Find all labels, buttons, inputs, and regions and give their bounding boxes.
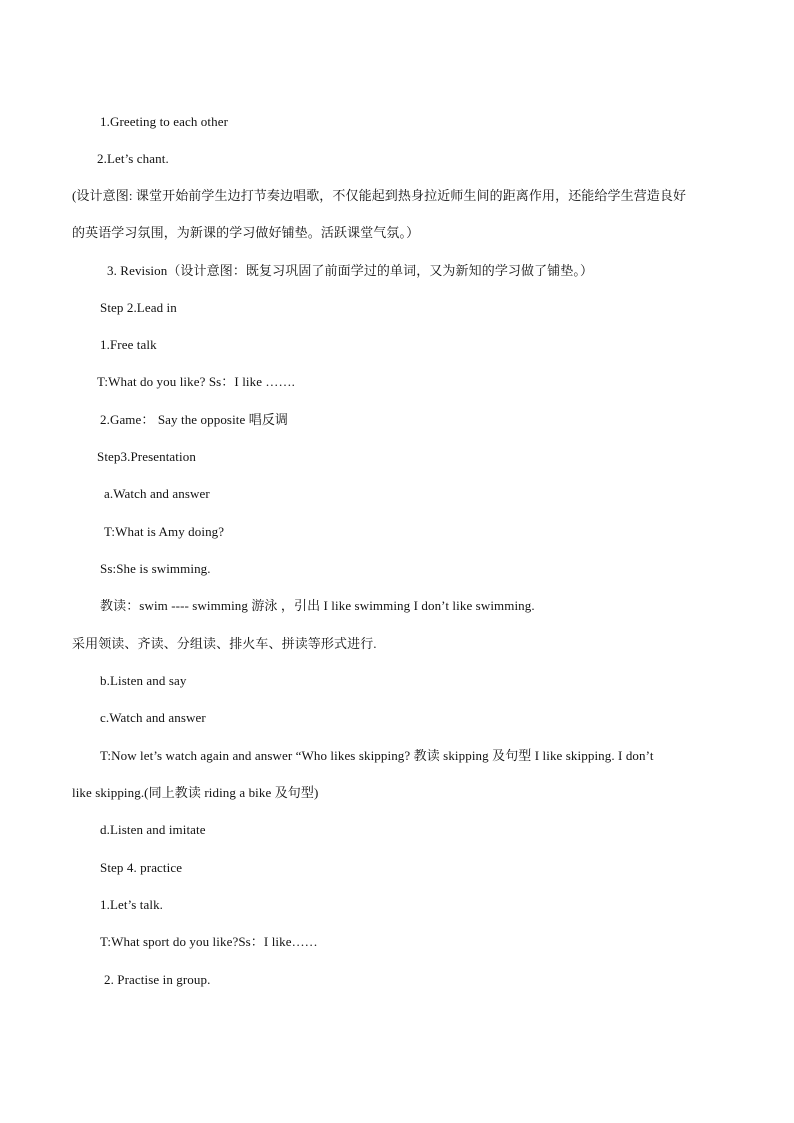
step3-heading: Step3.Presentation [97,449,196,464]
chant-line: 2.Let’s chant. [97,151,169,166]
listen-imitate-line: d.Listen and imitate [100,822,206,837]
listen-say-line: b.Listen and say [100,673,187,688]
skipping-continued-line: like skipping.(同上教读 riding a bike 及句型) [72,785,319,800]
game-line: 2.Game： Say the opposite 唱反调 [100,412,289,427]
step2-heading: Step 2.Lead in [100,300,177,315]
sport-dialogue-line: T:What sport do you like?Ss：I like…… [100,934,318,949]
design-intent-line-1: (设计意图: 课堂开始前学生边打节奏边唱歌，不仅能起到热身拉近师生间的距离作用，还能给学生营造良好 [72,188,687,203]
skipping-question-line: T:Now let’s watch again and answer “Who likes skipping? 教读 skipping 及句型 I like skipping. I don’t [100,748,654,763]
revision-line: 3. Revision（设计意图：既复习巩固了前面学过的单词，又为新知的学习做了铺垫。） [107,263,594,278]
reading-methods-line: 采用领读、齐读、分组读、排火车、拼读等形式进行. [72,636,377,651]
watch-answer-c-line: c.Watch and answer [100,710,206,725]
teach-swim-line: 教读：swim ---- swimming 游泳 ，引出 I like swimming I don’t like swimming. [100,598,535,613]
lets-talk-line: 1.Let’s talk. [100,897,164,912]
design-intent-line-2: 的英语学习氛围，为新课的学习做好铺垫。活跃课堂气氛。） [72,225,420,240]
dialogue-like-line: T:What do you like? Ss：I like ……. [97,374,295,389]
free-talk-line: 1.Free talk [100,337,157,352]
amy-question-line: T:What is Amy doing? [104,524,225,539]
practise-group-line: 2. Practise in group. [104,972,211,987]
greeting-line: 1.Greeting to each other [100,114,229,129]
step4-heading: Step 4. practice [100,860,183,875]
swimming-answer-line: Ss:She is swimming. [100,561,211,576]
watch-answer-line: a.Watch and answer [104,486,210,501]
